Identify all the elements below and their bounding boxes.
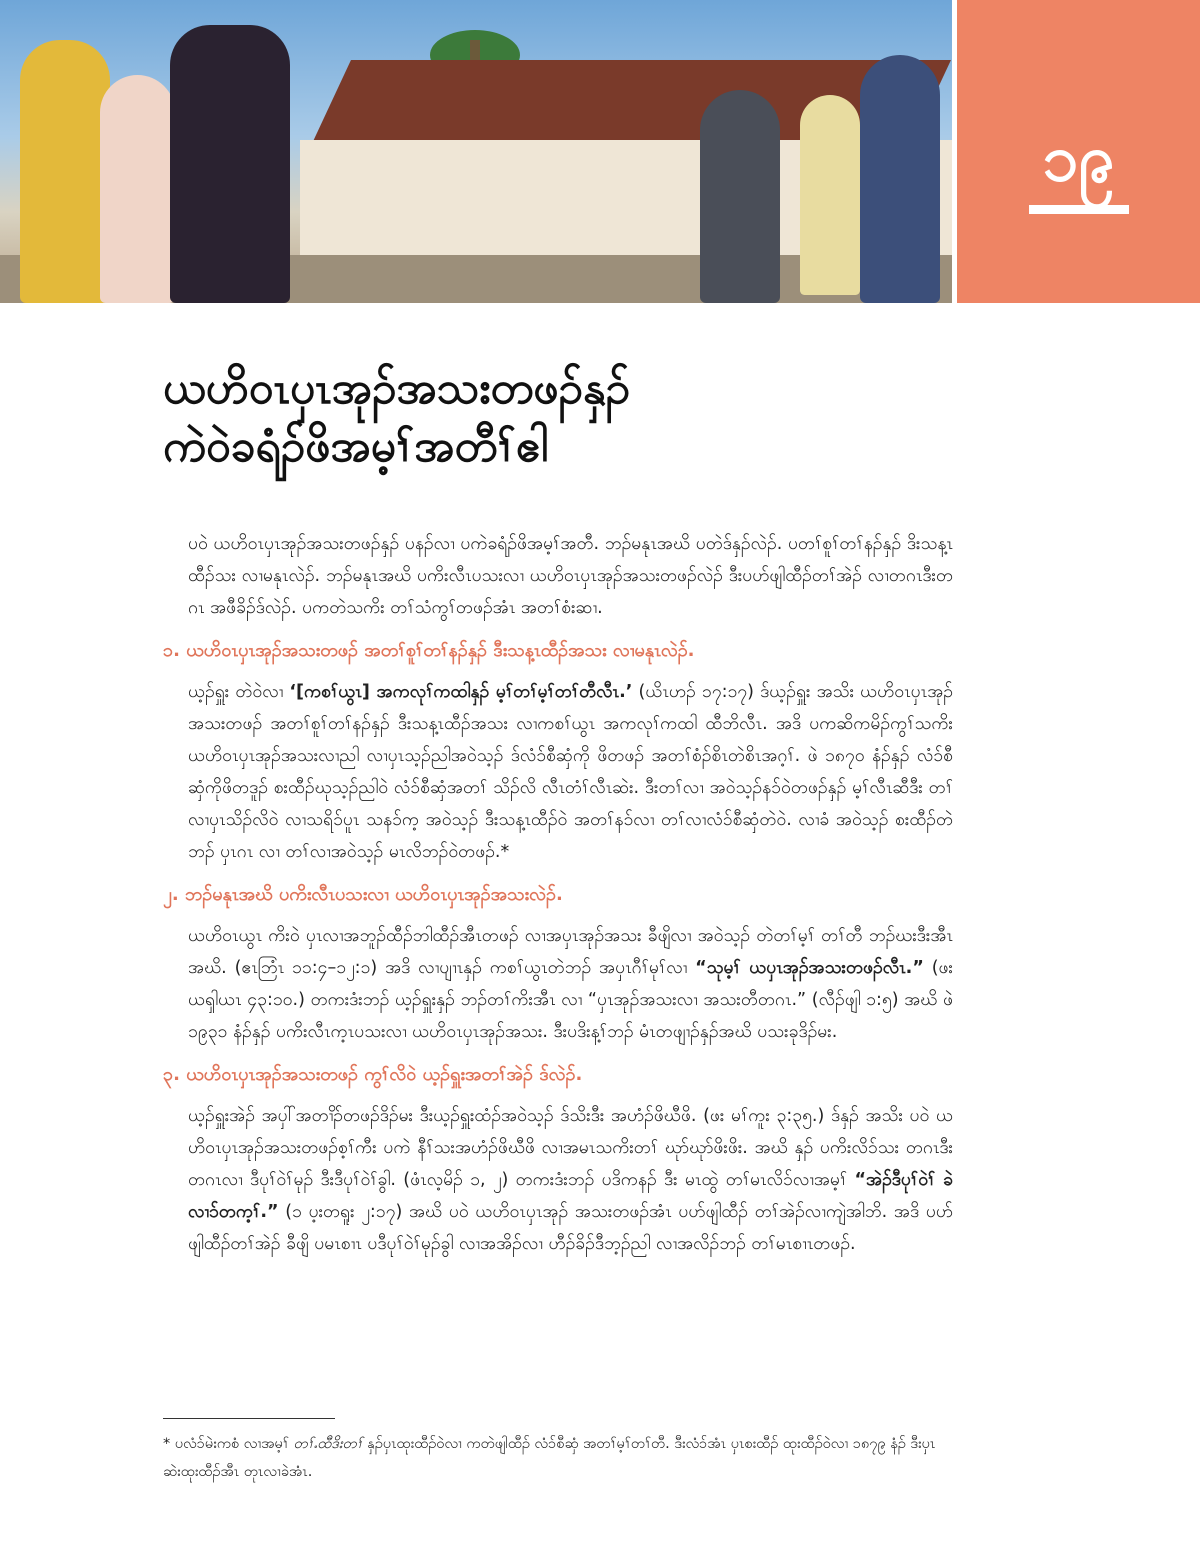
footnote: [163, 1430, 953, 1486]
section-heading-1: ၁. ယဟိဝၤပှၤအုၣ်အသးတဖၣ် အတၢ်စူၢ်တၢ်နၣ်နှၣ် ဒီးသန့ၤထီၣ်အသး လၢမနုၤလဲၣ်.: [163, 640, 695, 661]
section-heading-2: ၂. ဘၣ်မနုၤအဃိ ပကိးလီၤပသးလၢ ယဟိဝၤပှၤအုၣ်အသးလဲၣ်.: [163, 884, 563, 905]
scripture-quote: “သုမ့ၢ် ယပှၤအုၣ်အသးတဖၣ်လီၤ.”: [695, 958, 924, 978]
section-body-1: [188, 676, 953, 868]
body-text: (ဖး ယၡါယၤ ၄၃:၁၀.) တကးဒံးဘၣ် ယ့ၣ်ရှူးနှၣ် ဘၣ်တၢ်ကိးအီၤ လၢ “ပှၤအုၣ်အသးလၢ အသးတီတဂၤ.” (လီၣ်ဖျါ ၁:၅) အဃိ ဖဲ ၁၉၃၁ နံၣ်နှၣ် ပကိးလီၤက့ၤပသးလၢ ယဟိဝၤပှၤအုၣ်အသး. ဒီးပဒိးန့ၢ်ဘၣ် မံၤတဖျၢၣ်နှၣ်အဃိ ပသးခုဒိၣ်မး.: [188, 958, 953, 1042]
footnote-text: နှၣ်ပှၤထုးထီၣ်ဝဲလၢ ကတဲဖျါထီၣ် လံၥ်စီဆှံ အတၢ်မ့ၢ်တၢ်တီ. ဒီးလံၥ်အံၤ ပှၤစးထီၣ် ထုးထီၣ်ဝဲလၢ ၁၈၇၉ နံၣ် ဒီးပှၤဆဲးထုးထီၣ်အီၤ တုၤလၢခဲအံၤ.: [163, 1436, 936, 1480]
chapter-badge: [957, 0, 1200, 303]
section-body-3: [188, 1100, 953, 1260]
section-heading-3: ၃. ယဟိဝၤပှၤအုၣ်အသးတဖၣ် ကွၢ်လိဝဲ ယ့ၣ်ရှူးအတၢ်အဲၣ် ဒ်လဲၣ်.: [163, 1064, 583, 1085]
body-text: (၁ ပ့းတရူး ၂:၁၇) အဃိ ပဝဲ ယဟိဝၤပှၤအုၣ် အသးတဖၣ်အံၤ ပပာ်ဖျါထီၣ် တၢ်အဲၣ်လၢကျဲအါဘိ. အဒိ ပပာ်ဖျါထီၣ်တၢ်အဲၣ် ခီဖျိ ပမၤစၢၤ ပဒီပုၢ်ဝဲၢ်မုၣ်ခွါ လၢအအိၣ်လၢ ဟီၣ်ခိၣ်ဒီဘ့ၣ်ညါ လၢအလိၣ်ဘၣ် တၢ်မၤစၢၤတဖၣ်.: [188, 1202, 953, 1254]
scripture-quote: “အဲၣ်ဒီပုၢ်ဝဲၢ် ခဲလၢၥ်တက့ၢ်.”: [188, 1170, 953, 1222]
body-text: (ယိၤဟၣ် ၁၇:၁၇) ဒ်ယ့ၣ်ရှူး အသိး ယဟိဝၤပှၤအုၣ်အသးတဖၣ် အတၢ်စူၢ်တၢ်နၣ်နှၣ် ဒီးသန့ၤထီၣ်အသး လၢကစၢ်ယွၤ အကလုၢ်ကထါ ထီဘိလီၤ. အဒိ ပကဆိကမိၣ်ကွၢ်သကိး ယဟိဝၤပှၤအုၣ်အသးလၢညါ လၢပှၤသ့ၣ်ညါအဝဲသ့ၣ် ဒ်လံၥ်စီဆှံကို ဖိတဖၣ် အတၢ်စံၣ်စိၤတဲစိၤအဂ့ၢ်. ဖဲ ၁၈၇၀ နံၣ်နှၣ် လံၥ်စီဆှံကိုဖိတဒူၣ် စးထီၣ်ဃုသ့ၣ်ညါဝဲ လံၥ်စီဆှံအတၢ် သိၣ်လိ လီၤတံၢ်လီၤဆဲး. ဒီးတၢ်လၢ အဝဲသ့ၣ်နၥ်ဝဲတဖၣ်နှၣ် မ့ၢ်လီၤဆီဒီး တၢ်လၢပှၤသိၣ်လိဝဲ လၢသရိၥ်ပူၤ သနၥ်က့ အဝဲသ့ၣ် ဒီးသန့ၤထီၣ်ဝဲ အတၢ်နၥ်လၢ တၢ်လၢလံၥ်စီဆှံတဲဝဲ. လၢခံ အဝဲသ့ၣ် စးထီၣ်တဲဘၣ် ပှၤဂၤ လၢ တၢ်လၢအဝဲသ့ၣ် မၤလိဘၣ်ဝဲတဖၣ်.*: [188, 682, 953, 862]
title-line-2: ကဲဝဲခရံၣ်ဖိအမ့ၢ်အတီၢ်ဧါ: [163, 421, 549, 472]
person-figure: [100, 75, 175, 303]
person-figure: [20, 40, 110, 303]
person-figure: [170, 25, 290, 303]
chapter-number: ၁၉: [1042, 122, 1115, 196]
intro-paragraph: ပဝဲ ယဟိဝၤပှၤအုၣ်အသးတဖၣ်နှၣ် ပနၣ်လၢ ပကဲခရံၣ်ဖိအမ့ၢ်အတီ. ဘၣ်မနုၤအဃိ ပတဲဒ်နှၣ်လဲၣ်. ပတၢ်စူၢ်တၢ်နၣ်နှၣ် ဒိးသန့ၤထီၣ်သး လၢမနုၤလဲၣ်. ဘၣ်မနုၤအဃိ ပကိးလီၤပသးလၢ ယဟိဝၤပှၤအုၣ်အသးတဖၣ်လဲၣ် ဒီးပပာ်ဖျါထီၣ်တၢ်အဲၣ် လၢတဂၤဒီးတဂၤ အဖီခိၣ်ဒ်လဲၣ်. ပကတဲသကိး တၢ်သံကွၢ်တဖၣ်အံၤ အတၢ်စံးဆၢ.: [188, 534, 953, 618]
header-photo: [0, 0, 952, 303]
footnote-book-title: တၢ်ႉထီဒိးတၢ်: [293, 1436, 363, 1452]
footnote-text: * ပလံၥ်မဲးကစံ လၢအမ့ၢ်: [163, 1436, 294, 1452]
title-line-1: ယဟိဝၤပှၤအုၣ်အသးတဖၣ်နှၣ်: [163, 363, 630, 414]
footnote-divider: [163, 1418, 335, 1419]
body-text: ယဟိဝၤယွၤ ကိးဝဲ ပှၤလၢအဘူၣ်ထီၣ်ဘါထီၣ်အီၤတဖၣ် လၢအပှၤအုၣ်အသး ခီဖျိလၢ အဝဲသ့ၣ် တဲတၢ်မ့ၢ် တၢ်တီ ဘၣ်ဃးဒီးအီၤအဃိ. (ဧၤဘြံၤ ၁၁:၄–၁၂:၁) အဒိ လၢပျၢၤနှၣ် ကစၢ်ယွၤတဲဘၣ် အပှၤဂီၢ်မုၢ်လၢ: [188, 926, 953, 978]
article-body: [163, 528, 953, 1272]
body-text: ယ့ၣ်ရှူးအဲၣ် အပှါ်အတၢိၣ်တဖၣ်ဒိၣ်မး ဒီးယ့ၣ်ရှူးထံၣ်အဝဲသ့ၣ် ဒ်သိးဒီး အဟံၣ်ဖိဃီဖိ. (ဖး မၢ်ကူး ၃:၃၅.) ဒ်နှၣ် အသိး ပဝဲ ယဟိဝၤပှၤအုၣ်အသးတဖၣ်စ့ၢ်ကီး ပကဲ နီၢ်သးအဟံၣ်ဖိဃီဖိ လၢအမၤသကိးတၢ် ဃုာ်ဃုာ်ဖိးဖိး. အဃိ နှၣ် ပကိးလိၥ်သး တဂၤဒီးတဂၤလၢ ဒီပုၢ်ဝဲၢ်မုၣ် ဒီးဒီပုၢ်ဝဲၢ်ခွါ. (ဖံၤလ့မိၣ် ၁, ၂) တကးဒံးဘၣ် ပဒိကနၣ် ဒီး မၤထွဲ တၢ်မၤလိၥ်လၢအမ့ၢ်: [188, 1106, 953, 1190]
body-text: ယ့ၣ်ရှူး တဲဝဲလၢ: [188, 682, 290, 702]
section-body-2: [188, 920, 953, 1048]
person-figure: [800, 95, 860, 295]
person-figure: [860, 55, 940, 303]
scripture-quote: ‘[ကစၢ်ယွၤ] အကလုၢ်ကထါနှၣ် မ့ၢ်တၢ်မ့ၢ်တၢ်တီလီၤ.’: [289, 682, 633, 702]
page-title: [163, 360, 963, 476]
badge-underline: [1029, 205, 1129, 214]
person-figure: [700, 90, 780, 303]
